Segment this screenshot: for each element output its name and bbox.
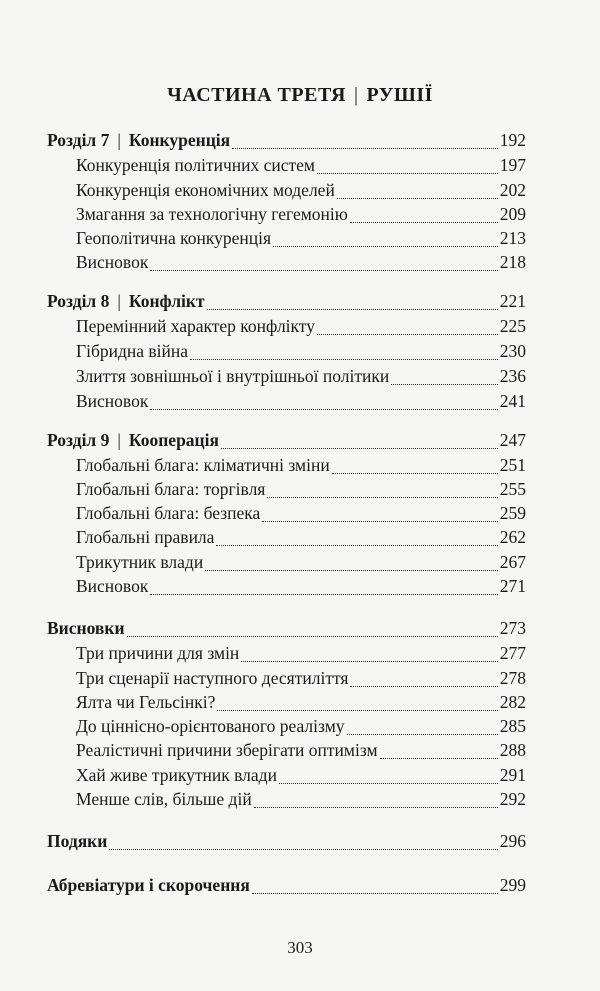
toc-entry-label: [76, 226, 273, 250]
toc-subsection-entry: [0, 342, 600, 366]
toc-page-number: 209: [499, 204, 526, 224]
subsection-title: Геополітична конкуренція: [76, 228, 271, 248]
dot-leader: [127, 636, 498, 637]
dot-leader: [337, 198, 498, 199]
subsection-title: Три сценарії наступного десятиліття: [76, 668, 349, 688]
dot-leader: [216, 545, 498, 546]
toc-chapter-entry: [0, 431, 600, 455]
subsection-title: Хай живе трикутник влади: [76, 765, 277, 785]
subsection-title: Гібридна війна: [76, 341, 189, 361]
subsection-title: Реалістичні причини зберігати оптимізм: [76, 740, 378, 760]
subsection-title: Глобальні блага: торгівля: [76, 479, 266, 499]
toc-page-number: 262: [499, 527, 526, 547]
dot-leader: [347, 734, 498, 735]
chapter-separator: |: [117, 291, 121, 311]
toc-page-number: 291: [499, 765, 526, 785]
section-title: Подяки: [47, 831, 108, 851]
dot-leader: [317, 173, 498, 174]
dot-leader: [317, 334, 498, 335]
toc-entry-label: [76, 153, 317, 177]
toc-page-number: 225: [499, 316, 526, 336]
toc-entry-label: [76, 250, 150, 274]
toc-entry-label: [47, 428, 221, 452]
dot-leader: [279, 783, 498, 784]
dot-leader: [380, 758, 498, 759]
toc-entry-label: [76, 690, 217, 714]
chapter-separator: |: [117, 130, 121, 150]
toc-page-number: 251: [499, 455, 526, 475]
subsection-title: До ціннісно-орієнтованого реалізму: [76, 716, 345, 736]
dot-leader: [217, 710, 498, 711]
subsection-title: Перемінний характер конфлікту: [76, 316, 315, 336]
toc-page-number: 241: [499, 391, 526, 411]
toc-subsection-entry: [0, 528, 600, 552]
toc-entry-label: [76, 314, 317, 338]
toc-entry-label: [47, 873, 252, 897]
subsection-title: Глобальні правила: [76, 527, 215, 547]
toc-entry-label: [76, 202, 350, 226]
toc-page-number: 259: [499, 503, 526, 523]
chapter-title: Конкуренція: [128, 130, 231, 150]
dot-leader: [350, 222, 498, 223]
chapter-separator: |: [117, 430, 121, 450]
toc-chapter-entry: [0, 131, 600, 155]
toc-subsection-entry: [0, 392, 600, 416]
toc-page-number: 277: [499, 643, 526, 663]
dot-leader: [241, 661, 498, 662]
toc-page-number: 273: [499, 618, 526, 638]
subsection-title: Висновок: [76, 252, 149, 272]
chapter-number: Розділ 9: [47, 430, 110, 450]
toc-entry-label: [47, 616, 127, 640]
part-label: ЧАСТИНА ТРЕТЯ: [167, 84, 346, 106]
dot-leader: [109, 849, 498, 850]
subsection-title: Ялта чи Гельсінкі?: [76, 692, 216, 712]
subsection-title: Глобальні блага: кліматичні зміни: [76, 455, 330, 475]
toc-page-number: 197: [499, 155, 526, 175]
toc-page-number: 296: [499, 831, 526, 851]
toc-entry-label: [76, 550, 205, 574]
toc-chapter-entry: [0, 876, 600, 900]
toc-page-number: 278: [499, 668, 526, 688]
dot-leader: [252, 893, 498, 894]
toc-page-number: 213: [499, 228, 526, 248]
dot-leader: [267, 497, 498, 498]
subsection-title: Три причини для змін: [76, 643, 240, 663]
toc-page-number: 271: [499, 576, 526, 596]
toc-page-number: 267: [499, 552, 526, 572]
toc-subsection-entry: [0, 790, 600, 814]
toc-chapter-entry: [0, 619, 600, 643]
section-title: Абревіатури і скорочення: [47, 875, 250, 895]
toc-entry-label: [76, 364, 391, 388]
dot-leader: [205, 570, 498, 571]
toc-page-number: 299: [499, 875, 526, 895]
toc-entry-label: [76, 641, 241, 665]
toc-entry-label: [76, 178, 337, 202]
section-title: Висновки: [47, 618, 125, 638]
dot-leader: [150, 409, 498, 410]
toc-page-number: 218: [499, 252, 526, 272]
toc-subsection-entry: [0, 317, 600, 341]
chapter-title: Кооперація: [128, 430, 219, 450]
toc-entry-label: [76, 525, 216, 549]
toc-entry-label: [47, 128, 232, 152]
toc-chapter-entry: [0, 832, 600, 856]
toc-entry-label: [76, 389, 150, 413]
subsection-title: Конкуренція економічних моделей: [76, 180, 335, 200]
part-separator: |: [353, 84, 359, 106]
subsection-title: Трикутник влади: [76, 552, 204, 572]
toc-entry-label: [47, 829, 109, 853]
subsection-title: Висновок: [76, 576, 149, 596]
toc-page-number: 288: [499, 740, 526, 760]
toc-entry-label: [76, 763, 279, 787]
toc-entry-label: [76, 339, 190, 363]
dot-leader: [332, 473, 498, 474]
chapter-number: Розділ 7: [47, 130, 110, 150]
subsection-title: Злиття зовнішньої і внутрішньої політики: [76, 366, 390, 386]
toc-entry-label: [76, 787, 254, 811]
toc-page-number: 230: [499, 341, 526, 361]
dot-leader: [273, 246, 498, 247]
toc-page-number: 192: [499, 130, 526, 150]
toc-entry-label: [76, 574, 150, 598]
subsection-title: Глобальні блага: безпека: [76, 503, 261, 523]
part-title: [0, 84, 600, 107]
toc-page-number: 292: [499, 789, 526, 809]
toc-entry-label: [47, 289, 207, 313]
toc-entry-label: [76, 714, 347, 738]
toc-page-number: 247: [499, 430, 526, 450]
subsection-title: Змагання за технологічну гегемонію: [76, 204, 348, 224]
toc-entry-label: [76, 477, 267, 501]
toc-subsection-entry: [0, 741, 600, 765]
toc-page-number: 282: [499, 692, 526, 712]
toc-page-number: 221: [499, 291, 526, 311]
page-number: 303: [287, 938, 313, 957]
dot-leader: [350, 686, 498, 687]
dot-leader: [254, 807, 498, 808]
toc-subsection-entry: [0, 253, 600, 277]
toc-page-number: 202: [499, 180, 526, 200]
dot-leader: [150, 594, 498, 595]
toc-page-number: 255: [499, 479, 526, 499]
toc-subsection-entry: [0, 577, 600, 601]
dot-leader: [232, 148, 498, 149]
toc-page-number: 285: [499, 716, 526, 736]
toc-entry-label: [76, 501, 262, 525]
toc-entry-label: [76, 738, 380, 762]
dot-leader: [207, 309, 498, 310]
subsection-title: Висновок: [76, 391, 149, 411]
subsection-title: Конкуренція політичних систем: [76, 155, 315, 175]
subsection-title: Менше слів, більше дій: [76, 789, 252, 809]
chapter-number: Розділ 8: [47, 291, 110, 311]
dot-leader: [221, 448, 498, 449]
part-name: РУШІЇ: [366, 84, 433, 106]
toc-entry-label: [76, 666, 350, 690]
dot-leader: [150, 270, 498, 271]
dot-leader: [190, 359, 498, 360]
toc-subsection-entry: [0, 156, 600, 180]
toc-subsection-entry: [0, 367, 600, 391]
dot-leader: [391, 384, 498, 385]
toc-entry-label: [76, 453, 332, 477]
chapter-title: Конфлікт: [128, 291, 205, 311]
dot-leader: [262, 521, 498, 522]
toc-subsection-entry: [0, 644, 600, 668]
toc-chapter-entry: [0, 292, 600, 316]
toc-page-number: 236: [499, 366, 526, 386]
